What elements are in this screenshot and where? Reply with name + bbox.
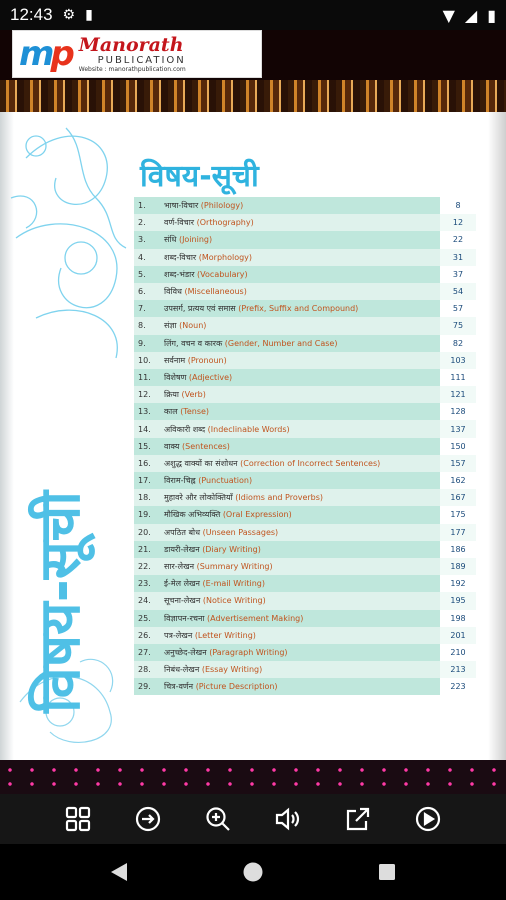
toc-title — [164, 578, 440, 589]
toc-title-hindi: अशुद्ध वाक्यों का संशोधन — [164, 458, 238, 468]
toc-page-number: 137 — [440, 420, 476, 437]
toc-row[interactable] — [134, 386, 476, 403]
toc-title-hindi: सर्वनाम — [164, 355, 186, 365]
toc-title — [164, 406, 440, 417]
toc-number: 11. — [138, 372, 151, 382]
toc-number: 28. — [138, 665, 151, 675]
toc-title — [164, 647, 440, 658]
toc-number: 25. — [138, 613, 151, 623]
toc-number: 3. — [138, 235, 146, 245]
toc-row[interactable] — [134, 266, 476, 283]
toc-title-english: (Letter Writing) — [194, 630, 256, 640]
toc-row[interactable] — [134, 352, 476, 369]
sound-icon[interactable] — [268, 799, 308, 839]
toc-row[interactable] — [134, 541, 476, 558]
toc-number: 17. — [138, 476, 151, 486]
toc-title-english: (Unseen Passages) — [202, 527, 279, 537]
toc-title — [164, 303, 440, 314]
toc-title — [164, 630, 440, 641]
toc-title — [164, 320, 440, 331]
toc-page-number: 223 — [440, 678, 476, 695]
decorative-lights — [0, 80, 506, 112]
toc-title — [164, 234, 440, 245]
toc-number: 26. — [138, 630, 151, 640]
toc-title-hindi: संज्ञा — [164, 321, 177, 331]
toc-title-hindi: मौखिक अभिव्यक्ति — [164, 510, 221, 520]
toc-title — [164, 441, 440, 452]
toc-number: 6. — [138, 287, 146, 297]
toc-title — [164, 544, 440, 555]
toc-title-english: (Paragraph Writing) — [209, 647, 288, 657]
zoom-in-icon[interactable] — [198, 799, 238, 839]
toc-title — [164, 458, 440, 469]
toc-page-number: 75 — [440, 317, 476, 334]
toc-number: 14. — [138, 424, 151, 434]
brand-sub: PUBLICATION — [97, 55, 186, 66]
toc-title-english: (Advertisement Making) — [207, 613, 304, 623]
toc-title-hindi: क्रिया — [164, 390, 179, 400]
toc-title-hindi: संधि — [164, 235, 177, 245]
toc-page-number: 177 — [440, 524, 476, 541]
toc-row[interactable] — [134, 249, 476, 266]
toc-title-hindi: वर्ण-विचार — [164, 218, 195, 228]
toc-title-english: (Correction of Incorrect Sentences) — [240, 458, 381, 468]
vertical-title: विषय-सूची — [28, 491, 93, 713]
grid-icon[interactable] — [58, 799, 98, 839]
toc-row[interactable] — [134, 300, 476, 317]
toc-number: 1. — [138, 201, 146, 211]
toc-title — [164, 200, 440, 211]
status-bar — [0, 0, 506, 30]
publisher-logo — [12, 30, 262, 78]
brand-name: Manorath — [78, 34, 184, 56]
back-icon[interactable] — [102, 855, 136, 889]
toc-row[interactable] — [134, 369, 476, 386]
toc-title — [164, 252, 440, 263]
toc-row[interactable] — [134, 524, 476, 541]
toc-page-number: 121 — [440, 386, 476, 403]
toc-page-number: 82 — [440, 335, 476, 352]
status-time: 12:43 — [10, 5, 53, 24]
toc-row[interactable] — [134, 678, 476, 695]
toc-number: 15. — [138, 441, 151, 451]
toc-title-english: (Notice Writing) — [202, 596, 266, 606]
toc-row[interactable] — [134, 610, 476, 627]
toc-number: 12. — [138, 390, 151, 400]
toc-row[interactable] — [134, 558, 476, 575]
toc-row[interactable] — [134, 317, 476, 334]
toc-page-number: 8 — [440, 197, 476, 214]
toc-title — [164, 613, 440, 624]
toc-title — [164, 424, 440, 435]
toc-title-hindi: अपठित बोध — [164, 527, 201, 537]
toc-title-hindi: विराम-चिह्न — [164, 476, 196, 486]
wifi-icon: ▼ — [442, 5, 455, 25]
toc-title-english: (Vocabulary) — [197, 269, 248, 279]
toc-number: 20. — [138, 527, 151, 537]
toc-page-number: 22 — [440, 231, 476, 248]
page-title: विषय-सूची — [140, 159, 259, 194]
floral-decoration — [6, 118, 136, 398]
toc-title-english: (Diary Writing) — [202, 544, 261, 554]
toc-title-hindi: डायरी-लेखन — [164, 544, 200, 554]
toc-title-hindi: पत्र-लेखन — [164, 630, 193, 640]
toc-title — [164, 475, 440, 486]
toc-title-english: (Punctuation) — [198, 476, 253, 486]
toc-title-english: (Indeclinable Words) — [207, 424, 290, 434]
toc-page-number: 150 — [440, 438, 476, 455]
settings-icon: ⚙ — [62, 7, 76, 23]
toc-row[interactable] — [134, 197, 476, 214]
toc-title-english: (Prefix, Suffix and Compound) — [238, 304, 359, 314]
toc-page-number: 37 — [440, 266, 476, 283]
book-page[interactable] — [0, 112, 506, 760]
toc-title-hindi: निबंध-लेखन — [164, 665, 200, 675]
toc-number: 8. — [138, 321, 146, 331]
toc-page-number: 12 — [440, 214, 476, 231]
toc-title-hindi: लिंग, वचन व कारक — [164, 338, 223, 348]
toc-title-english: (Orthography) — [196, 218, 254, 228]
toc-title-hindi: मुहावरे और लोकोक्तियाँ — [164, 493, 233, 503]
previous-icon[interactable] — [128, 799, 168, 839]
toc-title-hindi: अविकारी शब्द — [164, 424, 206, 434]
toc-title-hindi: ई-मेल लेखन — [164, 579, 200, 589]
toc-title-english: (Pronoun) — [187, 355, 227, 365]
table-of-contents — [134, 197, 476, 695]
toc-row[interactable] — [134, 335, 476, 352]
toc-title-hindi: विशेषण — [164, 372, 187, 382]
toc-title — [164, 527, 440, 538]
toc-page-number: 192 — [440, 575, 476, 592]
toc-title-english: (Adjective) — [188, 372, 233, 382]
toc-title-hindi: अनुच्छेद-लेखन — [164, 647, 207, 657]
toc-title-hindi: विविध — [164, 287, 182, 297]
toc-title-english: (Miscellaneous) — [184, 287, 247, 297]
reader-toolbar — [0, 794, 506, 844]
toc-row[interactable] — [134, 506, 476, 523]
toc-title-hindi: वाक्य — [164, 441, 180, 451]
toc-page-number: 162 — [440, 472, 476, 489]
toc-page-number: 54 — [440, 283, 476, 300]
toc-row[interactable] — [134, 231, 476, 248]
signal-icon: ◢ — [464, 5, 478, 25]
toc-title-english: (Summary Writing) — [196, 562, 273, 572]
toc-row[interactable] — [134, 455, 476, 472]
toc-page-number: 31 — [440, 249, 476, 266]
toc-page-number: 175 — [440, 506, 476, 523]
toc-number: 7. — [138, 304, 146, 314]
toc-number: 24. — [138, 596, 151, 606]
toc-title-english: (Essay Writing) — [201, 665, 263, 675]
toc-page-number: 210 — [440, 644, 476, 661]
toc-title-hindi: शब्द-विचार — [164, 252, 197, 262]
toc-page-number: 195 — [440, 592, 476, 609]
toc-page-number: 103 — [440, 352, 476, 369]
toc-page-number: 157 — [440, 455, 476, 472]
toc-page-number: 189 — [440, 558, 476, 575]
toc-title-english: (Morphology) — [198, 252, 253, 262]
toc-title — [164, 372, 440, 383]
toc-row[interactable] — [134, 283, 476, 300]
toc-title-hindi: सूचना-लेखन — [164, 596, 201, 606]
toc-number: 4. — [138, 252, 146, 262]
decorative-strip — [0, 760, 506, 794]
toc-number: 13. — [138, 407, 151, 417]
toc-number: 21. — [138, 544, 151, 554]
toc-page-number: 111 — [440, 369, 476, 386]
toc-title-english: (Tense) — [180, 407, 210, 417]
play-icon[interactable] — [408, 799, 448, 839]
toc-title — [164, 269, 440, 280]
toc-title — [164, 217, 440, 228]
toc-title — [164, 389, 440, 400]
toc-title-english: (Gender, Number and Case) — [224, 338, 338, 348]
toc-title — [164, 681, 440, 692]
toc-title-english: (Philology) — [200, 201, 244, 211]
toc-row[interactable] — [134, 489, 476, 506]
banner — [0, 30, 506, 112]
toc-number: 23. — [138, 579, 151, 589]
toc-title — [164, 561, 440, 572]
toc-title — [164, 664, 440, 675]
toc-number: 18. — [138, 493, 151, 503]
toc-row[interactable] — [134, 403, 476, 420]
page-shadow — [488, 112, 506, 760]
toc-title-hindi: काल — [164, 407, 178, 417]
sd-card-icon: ▮ — [85, 7, 93, 23]
toc-title — [164, 595, 440, 606]
toc-title-hindi: सार-लेखन — [164, 562, 195, 572]
toc-row[interactable] — [134, 420, 476, 437]
toc-title-hindi: विज्ञापन-रचना — [164, 613, 205, 623]
toc-title-english: (Idioms and Proverbs) — [235, 493, 324, 503]
toc-page-number: 186 — [440, 541, 476, 558]
toc-title-english: (Noun) — [179, 321, 207, 331]
toc-page-number: 213 — [440, 661, 476, 678]
home-icon[interactable] — [236, 855, 270, 889]
toc-title-english: (E-mail Writing) — [202, 579, 265, 589]
logo-mark: mp — [19, 34, 71, 74]
toc-title — [164, 286, 440, 297]
toc-row[interactable] — [134, 644, 476, 661]
toc-number: 27. — [138, 647, 151, 657]
toc-row[interactable] — [134, 438, 476, 455]
toc-title-english: (Oral Expression) — [222, 510, 292, 520]
toc-page-number: 201 — [440, 627, 476, 644]
toc-title-english: (Sentences) — [182, 441, 230, 451]
toc-title — [164, 509, 440, 520]
toc-title-hindi: उपसर्ग, प्रत्यय एवं समास — [164, 304, 236, 314]
toc-number: 5. — [138, 269, 146, 279]
toc-title-hindi: चित्र-वर्णन — [164, 682, 194, 692]
toc-title-english: (Picture Description) — [195, 682, 278, 692]
toc-number: 10. — [138, 355, 151, 365]
toc-title-hindi: भाषा-विचार — [164, 201, 199, 211]
toc-title-english: (Joining) — [178, 235, 213, 245]
toc-title-hindi: शब्द-भंडार — [164, 269, 195, 279]
toc-number: 2. — [138, 218, 146, 228]
toc-page-number: 167 — [440, 489, 476, 506]
toc-title-english: (Verb) — [181, 390, 206, 400]
battery-icon: ▮ — [487, 5, 496, 25]
toc-title — [164, 355, 440, 366]
recents-icon[interactable] — [370, 855, 404, 889]
toc-title — [164, 338, 440, 349]
toc-title — [164, 492, 440, 503]
share-icon[interactable] — [338, 799, 378, 839]
toc-number: 16. — [138, 458, 151, 468]
toc-page-number: 57 — [440, 300, 476, 317]
toc-page-number: 128 — [440, 403, 476, 420]
navigation-bar — [0, 844, 506, 900]
toc-row[interactable] — [134, 575, 476, 592]
toc-number: 29. — [138, 682, 151, 692]
toc-row[interactable] — [134, 627, 476, 644]
brand-website: Website : manorathpublication.com — [78, 66, 186, 73]
toc-row[interactable] — [134, 661, 476, 678]
toc-number: 19. — [138, 510, 151, 520]
toc-row[interactable] — [134, 592, 476, 609]
toc-row[interactable] — [134, 214, 476, 231]
toc-row[interactable] — [134, 472, 476, 489]
toc-page-number: 198 — [440, 610, 476, 627]
toc-number: 9. — [138, 338, 146, 348]
toc-number: 22. — [138, 562, 151, 572]
